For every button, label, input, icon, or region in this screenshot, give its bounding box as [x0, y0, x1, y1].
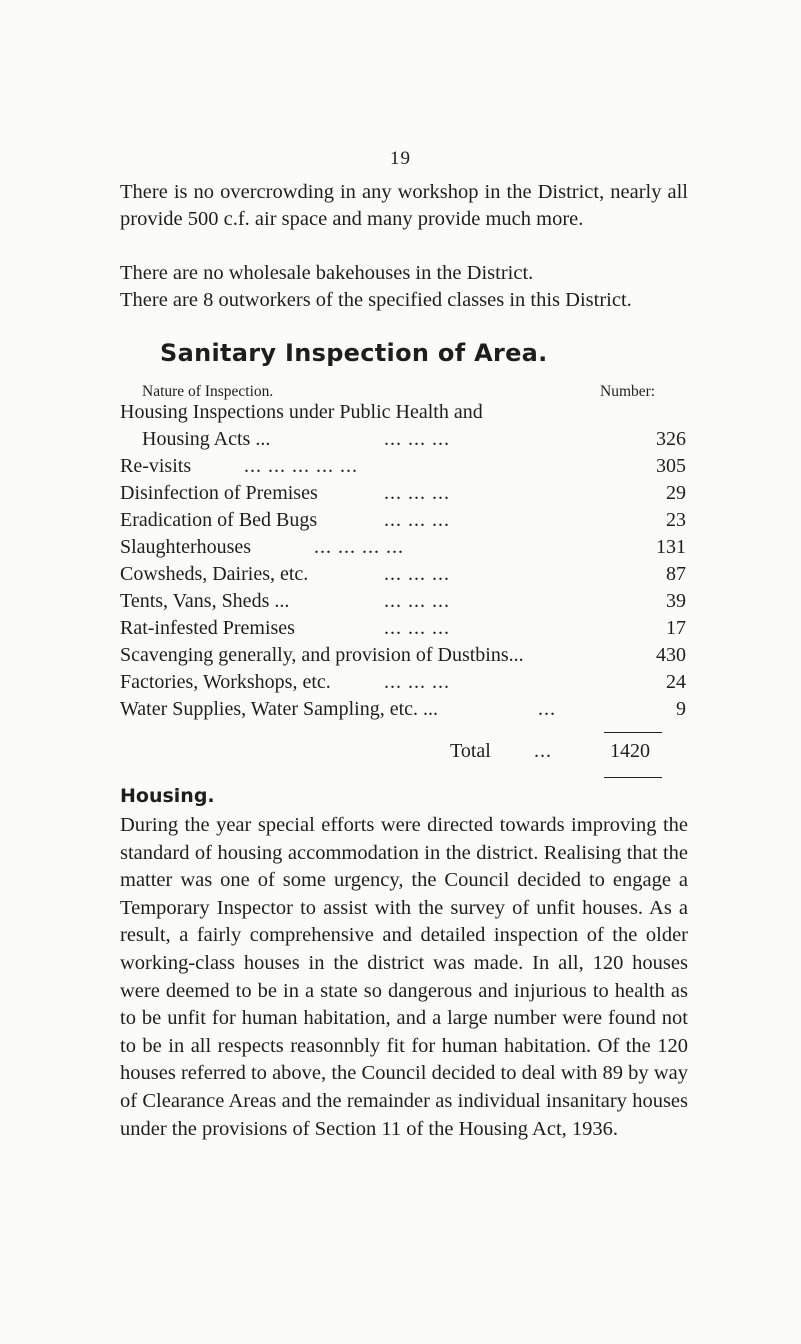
- row-label: Scavenging generally, and provision of Dustbins...: [120, 644, 524, 666]
- intro-paragraph-workshops: There is no overcrowding in any workshop in the District, nearly all provide 500 c.f. air space and many provide much more.: [120, 181, 688, 230]
- row-value: 29: [666, 482, 686, 504]
- table-row: [120, 507, 690, 534]
- table-row: [120, 534, 690, 561]
- intro-paragraph-bakehouses: There are no wholesale bakehouses in the District.: [120, 262, 534, 284]
- page-number: 19: [390, 148, 411, 169]
- section-heading-sanitary-inspection: Sanitary Inspection of Area.: [160, 339, 548, 367]
- row-leader-dots: ... ... ... ...: [314, 536, 404, 558]
- row-leader-dots: ... ... ... ... ...: [244, 455, 358, 477]
- row-value: 9: [676, 698, 686, 720]
- row-label: Cowsheds, Dairies, etc.: [120, 563, 309, 585]
- row-leader-dots: ... ... ...: [384, 671, 450, 693]
- row-label: Slaughterhouses: [120, 536, 252, 558]
- row-label: Eradication of Bed Bugs: [120, 509, 318, 531]
- table-row: [120, 615, 690, 642]
- row-label: Housing Acts ...: [142, 428, 271, 450]
- table-row: [120, 696, 690, 723]
- total-leader-dots: ...: [534, 740, 552, 762]
- row-label: Re-visits: [120, 455, 192, 477]
- row-leader-dots: ...: [538, 698, 556, 720]
- row-leader-dots: ... ... ...: [384, 590, 450, 612]
- row-label: Rat-infested Premises: [120, 617, 295, 639]
- row-leader-dots: ... ... ...: [384, 482, 450, 504]
- row-label: Factories, Workshops, etc.: [120, 671, 331, 693]
- row-label: Water Supplies, Water Sampling, etc. ...: [120, 698, 439, 720]
- row-leader-dots: ... ... ...: [384, 617, 450, 639]
- row-label: Disinfection of Premises: [120, 482, 318, 504]
- column-header-number: Number:: [600, 383, 656, 400]
- total-label: Total: [450, 740, 491, 762]
- table-row: [120, 669, 690, 696]
- row-leader-dots: ... ... ...: [384, 563, 450, 585]
- table-row: [120, 453, 690, 480]
- row-value: 17: [666, 617, 686, 639]
- row-leader-dots: ... ... ...: [384, 428, 450, 450]
- column-header-nature: Nature of Inspection.: [142, 383, 274, 400]
- row-value: 24: [666, 671, 686, 693]
- row-value: 131: [656, 536, 686, 558]
- total-rule-bottom: [604, 777, 662, 778]
- table-row: [120, 642, 690, 669]
- table-row: [120, 480, 690, 507]
- row-label: Housing Inspections under Public Health and: [120, 401, 483, 423]
- section-heading-housing: Housing.: [120, 785, 215, 807]
- row-value: 430: [656, 644, 686, 666]
- row-value: 23: [666, 509, 686, 531]
- row-value: 39: [666, 590, 686, 612]
- total-value: 1420: [610, 740, 650, 762]
- row-label: Tents, Vans, Sheds ...: [120, 590, 290, 612]
- row-value: 326: [656, 428, 686, 450]
- housing-paragraph: During the year special efforts were directed towards improving the standard of housing accommodation in the district. Realising that the matter was one of some urgency, the Council decided to engage a Temporary Inspector to assist with the survey of unfit houses. As a result, a fairly comprehensive and detailed inspection of the older working-class houses in the district was made. In all, 120 houses were deemed to be in a state so dangerous and injurious to health as to be unfit for human habitation, and a large number were found not to be in all respects reasonnbly fit for human habitation. Of the 120 houses referred to above, the Council decided to deal with 89 by way of Clearance Areas and the remainder as individual insanitary houses under the provisions of Section 11 of the Housing Act, 1936.: [120, 814, 688, 1140]
- intro-paragraph-outworkers: There are 8 outworkers of the specified classes in this District.: [120, 289, 632, 311]
- table-row: [120, 561, 690, 588]
- table-row: [120, 588, 690, 615]
- row-value: 87: [666, 563, 686, 585]
- total-rule-top: [604, 732, 662, 733]
- table-row: [120, 399, 690, 426]
- row-leader-dots: ... ... ...: [384, 509, 450, 531]
- table-row: [120, 426, 690, 453]
- row-value: 305: [656, 455, 686, 477]
